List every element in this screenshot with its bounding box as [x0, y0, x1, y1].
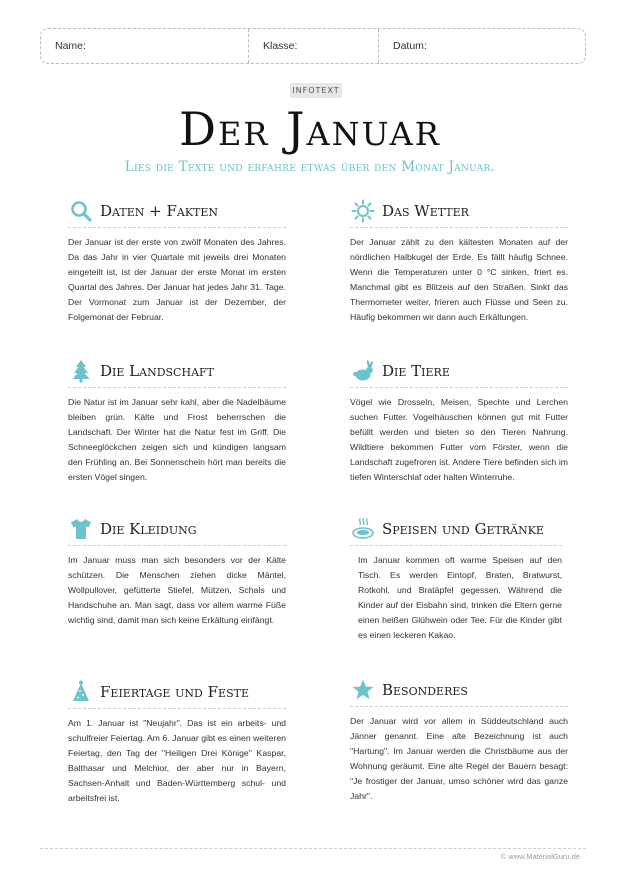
footer-divider — [40, 848, 586, 849]
section-text: Am 1. Januar ist "Neujahr". Das ist ein arbeits- und schulfreier Feiertag. Am 6. Januar gibt es einen weiteren Feiertag, den Tag der "Heiligen Drei Könige" Kaspar, Balthasar und Melchior, der aber nur in Bayern, Sachsen-Anhalt und Baden-Württemberg schul- und arbeitsfrei ist. — [68, 718, 286, 803]
infotext-badge: INFOTEXT — [290, 83, 342, 98]
name-class-date-box — [40, 28, 586, 64]
page-subtitle: Lies die Texte und erfahre etwas über den Monat Januar. — [124, 159, 496, 175]
hot-dish-icon — [350, 516, 376, 542]
section-title: Die Landschaft — [100, 361, 214, 380]
footer-copyright: © www.MaterialGuru.de — [500, 852, 580, 861]
section-text: Im Januar kommen oft warme Speisen auf den Tisch. Es werden Eintopf, Braten, Bratwurst, Rotkohl, und Bratäpfel gegessen. Während die Kinder auf der Eisbahn sind, trinken die Eltern gerne einen heißen Glühwein oder Tee. Für die Kinder gibt es einen leckeren Kakao. — [358, 555, 562, 640]
section-text: Der Januar ist der erste von zwölf Monaten des Jahres. Da das Jahr in vier Quartale mit jeweils drei Monaten eingeteilt ist, ist der Januar der erste Monat im ersten Quartal des Jahres. Der Januar hat jedes Jahr 31. Tage. Der Vormonat zum Januar ist der Dezember, der Folgemonat der Februar. — [68, 237, 286, 322]
section-title: Daten + Fakten — [100, 201, 219, 220]
date-label: Datum: — [393, 40, 427, 52]
section-title: Die Kleidung — [100, 519, 197, 538]
rabbit-icon — [350, 358, 376, 384]
section-text: Vögel wie Drosseln, Meisen, Spechte und Lerchen suchen Futter. Vogelhäuschen können gut mit Futter befüllt werden und bieten so den Tieren Nahrung. Wildtiere bekommen Futter vom Förster, wenn die Landschaft zugefroren ist. Andere Tiere befinden sich im tiefen Winterschlaf oder halten Winterruhe. — [350, 397, 568, 482]
name-field[interactable] — [41, 29, 249, 63]
section-text: Der Januar wird vor allem in Süddeutschland auch Jänner genannt. Eine alte Bezeichnung ist auch "Hartung". Im Januar werden die Christbäume aus der Wohnung geräumt. Eine alte Regel der Bauern besagt: "Je frostiger der Januar, umso schöner wird das ganze Jahr". — [350, 716, 568, 801]
date-field[interactable] — [379, 29, 585, 63]
page-title: Der Januar — [179, 102, 441, 156]
name-label: Name: — [55, 40, 86, 52]
section-besonderes — [350, 677, 568, 804]
star-icon — [350, 677, 376, 703]
section-speisen — [350, 516, 562, 643]
section-kleidung — [68, 516, 286, 628]
party-hat-icon — [68, 679, 94, 705]
section-header — [350, 677, 568, 707]
class-field[interactable] — [249, 29, 379, 63]
section-title: Feiertage und Feste — [100, 682, 249, 701]
section-header — [68, 679, 286, 709]
magnifier-icon — [68, 198, 94, 224]
class-label: Klasse: — [263, 40, 298, 52]
section-text: Der Januar zählt zu den kältesten Monaten auf der nördlichen Halbkugel der Erde. Es fällt häufig Schnee. Wenn die Temperaturen unter 0 °C sinken, friert es. Manchmal gibt es Blitzeis auf den Straßen. Sinkt das Thermometer weiter, frieren auch Flüsse und Seen zu. Häufig bekommen wir dann auch Erkältungen. — [350, 237, 568, 322]
section-text: Die Natur ist im Januar sehr kahl, aber die Nadelbäume bleiben grün. Kälte und Frost beherrschen die Landschaft. Der Winter hat die Natur fest im Griff. Die Schneeglöckchen zeigen sich und kündigen langsam den Frühling an. Bei Sonnenschein hört man bereits die ersten Vögel singen. — [68, 397, 286, 482]
section-text: Im Januar muss man sich besonders vor der Kälte schützen. Die Menschen ziehen dicke Mäntel, Wollpullover, gefütterte Stiefel, Mützen, Schals und Handschuhe an. Man sagt, dass vor allem warme Füße wichtig sind, damit man sich keine Erkältung einfängt. — [68, 555, 286, 625]
section-feiertage — [68, 679, 286, 806]
section-header — [68, 198, 286, 228]
section-title: Das Wetter — [382, 201, 469, 220]
sun-icon — [350, 198, 376, 224]
section-header — [68, 358, 286, 388]
section-header — [68, 516, 286, 546]
section-landschaft — [68, 358, 286, 485]
section-header — [350, 358, 568, 388]
section-daten-fakten — [68, 198, 286, 325]
tshirt-icon — [68, 516, 94, 542]
section-header — [350, 516, 562, 546]
section-header — [350, 198, 568, 228]
section-title: Die Tiere — [382, 361, 450, 380]
tree-icon — [68, 358, 94, 384]
section-wetter — [350, 198, 568, 325]
section-title: Speisen und Getränke — [382, 519, 544, 538]
section-title: Besonderes — [382, 680, 468, 699]
section-tiere — [350, 358, 568, 485]
